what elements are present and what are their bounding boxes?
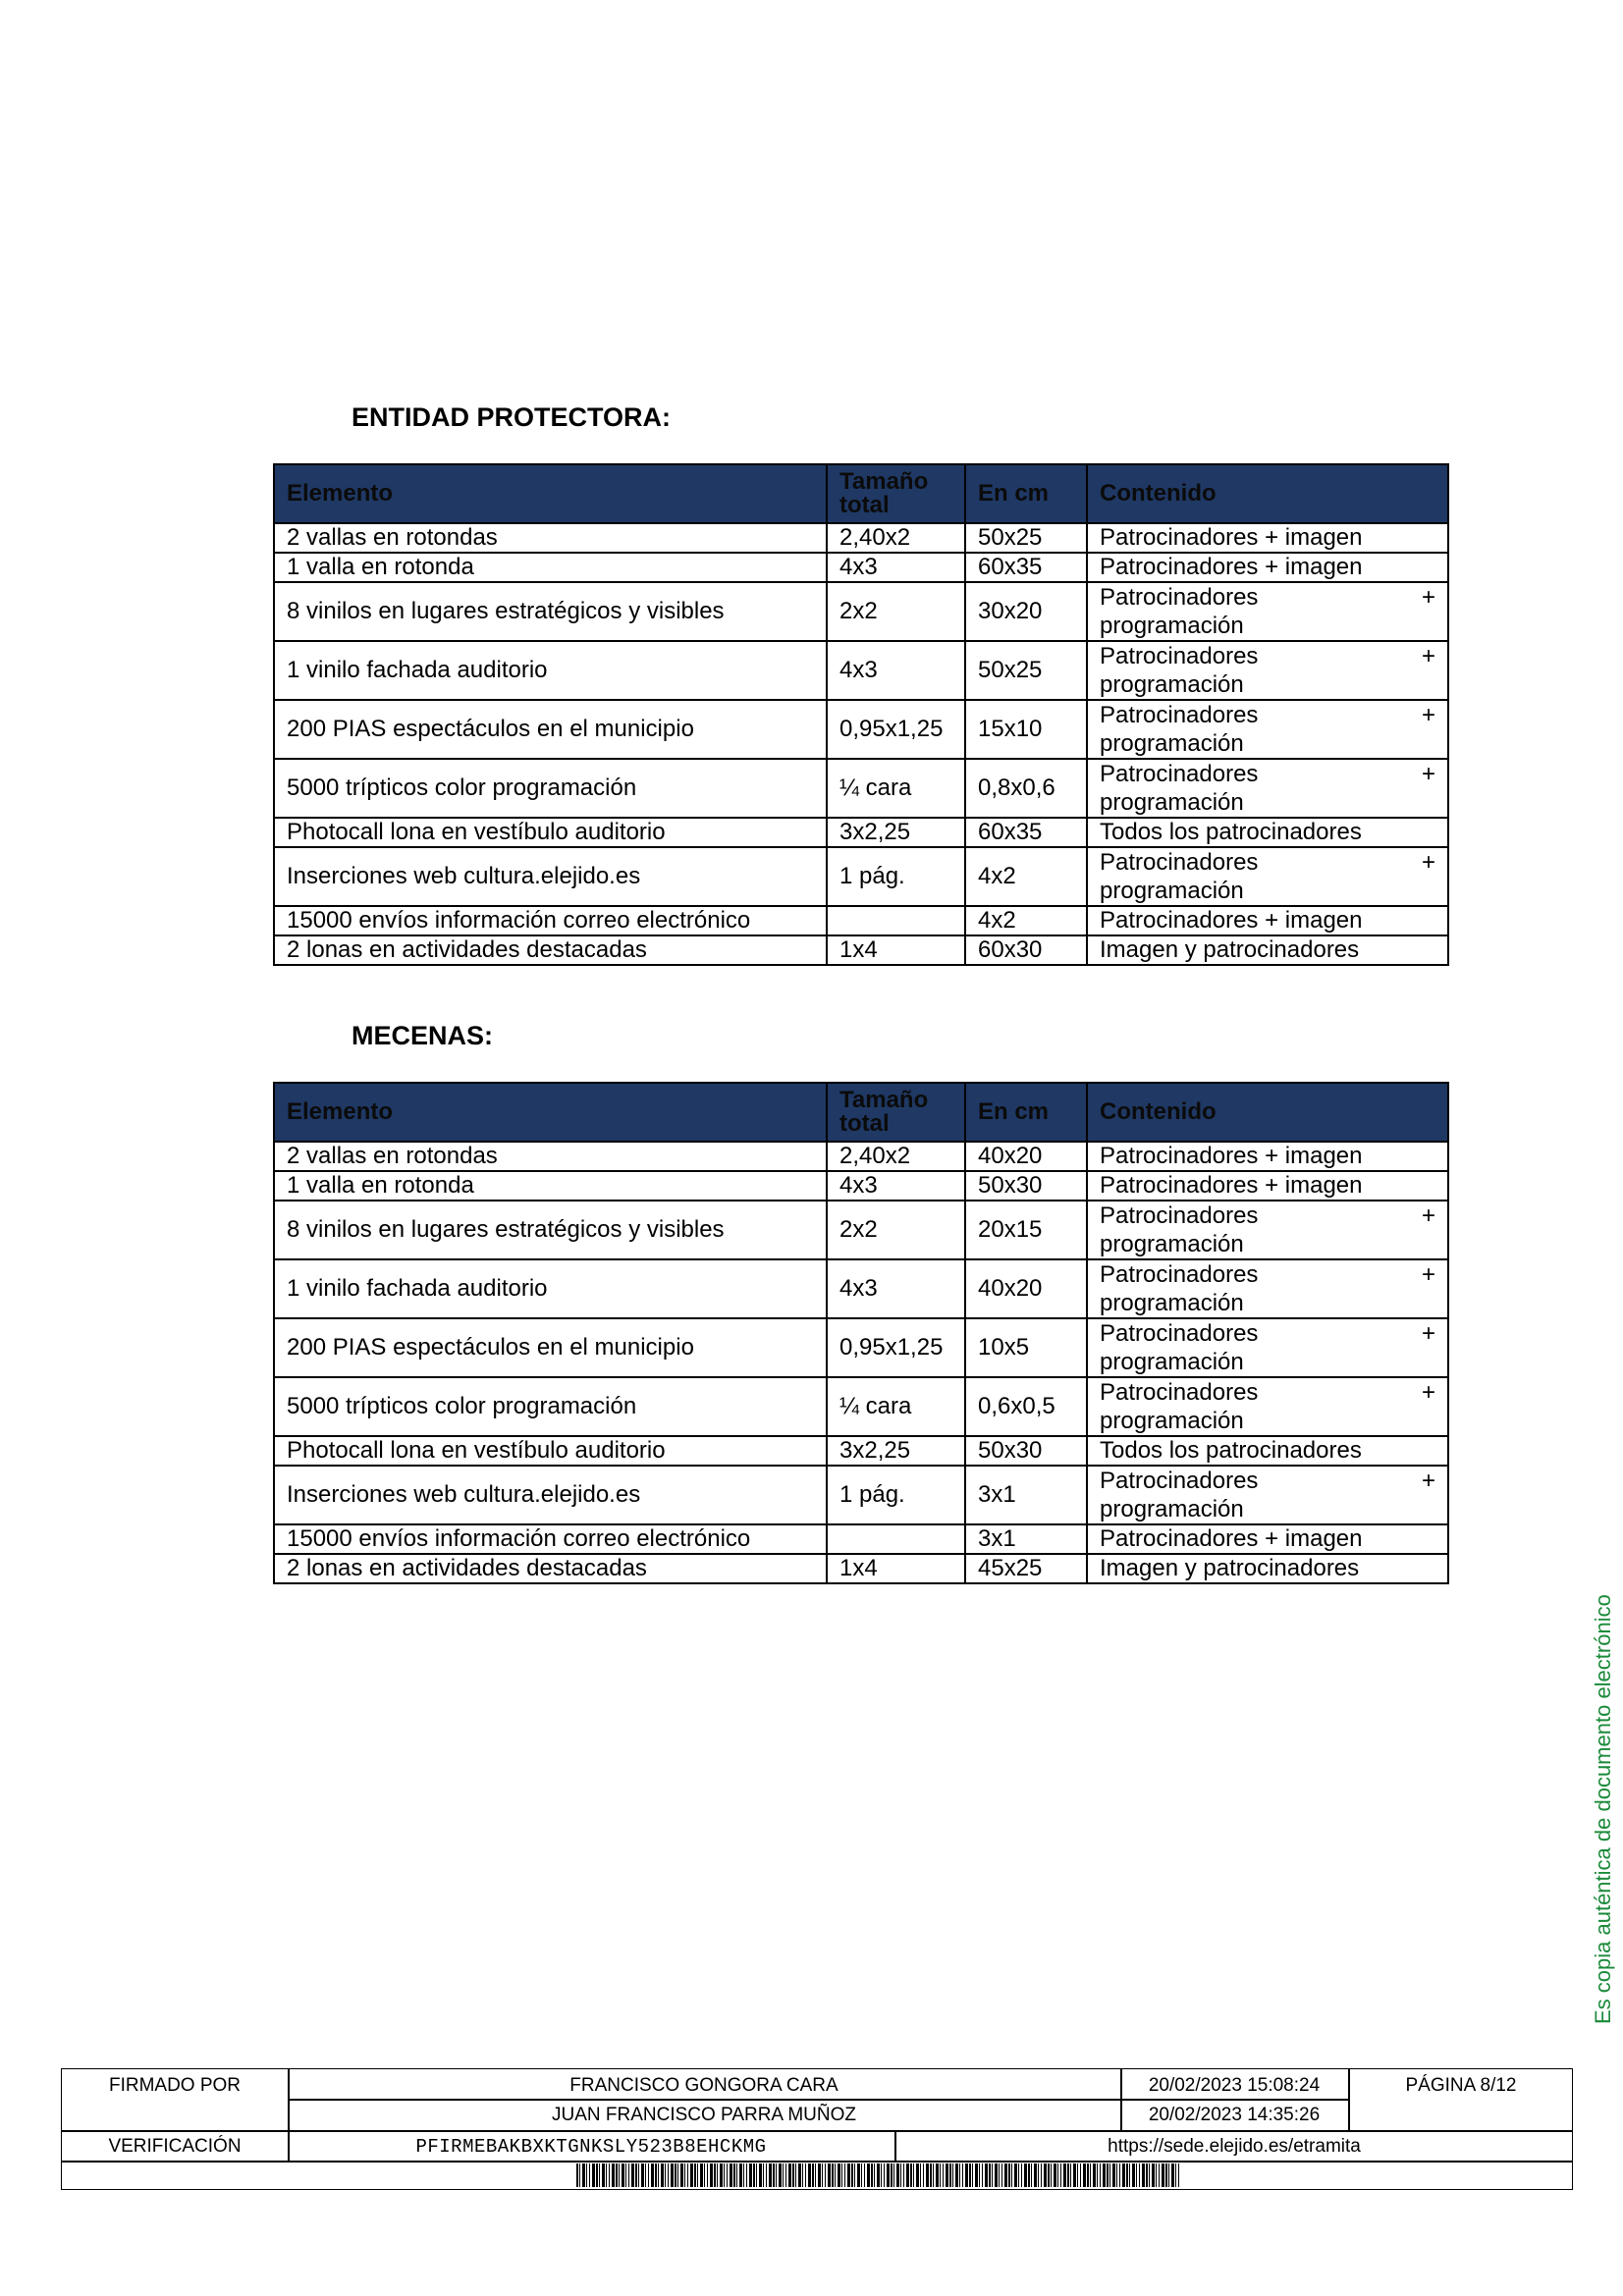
section-title-entidad: ENTIDAD PROTECTORA:: [352, 402, 672, 432]
cell-en-cm: 50x25: [965, 523, 1087, 553]
cell-elemento: 200 PIAS espectáculos en el municipio: [274, 700, 827, 759]
cell-en-cm: 50x25: [965, 641, 1087, 700]
table-row: [274, 935, 1448, 965]
cell-elemento: 1 valla en rotonda: [274, 553, 827, 582]
cell-en-cm: 20x15: [965, 1201, 1087, 1259]
contenido-plus: +: [1421, 1202, 1435, 1229]
signer-name-2: JUAN FRANCISCO PARRA MUÑOZ: [551, 2105, 856, 2125]
contenido-plus: +: [1421, 761, 1435, 787]
cell-elemento: Inserciones web cultura.elejido.es: [274, 1466, 827, 1524]
signature-footer: [61, 2068, 1573, 2190]
cell-tamano: 4x3: [827, 1171, 965, 1201]
contenido-plus: +: [1421, 1379, 1435, 1406]
verification-url[interactable]: https://sede.elejido.es/etramita: [1108, 2136, 1361, 2157]
cell-tamano: 3x2,25: [827, 1436, 965, 1466]
barcode: [576, 2163, 1181, 2187]
cell-tamano: 0,95x1,25: [827, 700, 965, 759]
cell-tamano: 1x4: [827, 935, 965, 965]
contenido-line-1: Patrocinadores: [1100, 643, 1259, 669]
signature-date-1: 20/02/2023 15:08:24: [1148, 2075, 1321, 2096]
cell-elemento: Photocall lona en vestíbulo auditorio: [274, 1436, 827, 1466]
table-row: [274, 1377, 1448, 1436]
cell-en-cm: 40x20: [965, 1142, 1087, 1171]
cell-tamano: 2,40x2: [827, 1142, 965, 1171]
contenido-plus: +: [1421, 1468, 1435, 1494]
table-row: [274, 1554, 1448, 1583]
contenido-line-2: programación: [1100, 1349, 1244, 1375]
header-text: Elemento: [287, 480, 394, 507]
cell-contenido: Patrocinadores + imagen: [1087, 553, 1448, 582]
contenido-line-1: Patrocinadores: [1100, 1320, 1259, 1347]
cell-elemento: 5000 trípticos color programación: [274, 759, 827, 818]
sponsorship-table-mecenas: [273, 1082, 1449, 1584]
table-row: [274, 553, 1448, 582]
cell-en-cm: 45x25: [965, 1554, 1087, 1583]
cell-contenido: Patrocinadores + imagen: [1087, 906, 1448, 935]
header-text: En cm: [978, 1098, 1050, 1125]
cell-elemento: 1 valla en rotonda: [274, 1171, 827, 1201]
header-text: total: [839, 492, 890, 518]
contenido-plus: +: [1421, 643, 1435, 669]
cell-contenido: Patrocinadores + imagen: [1087, 523, 1448, 553]
header-contenido: [1087, 464, 1448, 523]
table-row: [274, 1436, 1448, 1466]
cell-tamano: 4x3: [827, 553, 965, 582]
cell-en-cm: 50x30: [965, 1171, 1087, 1201]
cell-en-cm: 30x20: [965, 582, 1087, 641]
contenido-line-2: programación: [1100, 613, 1244, 639]
header-text: En cm: [978, 480, 1050, 507]
contenido-line-1: Patrocinadores: [1100, 761, 1259, 787]
contenido-line-2: programación: [1100, 671, 1244, 698]
signature-date-2: 20/02/2023 14:35:26: [1148, 2105, 1321, 2125]
cell-elemento: 2 lonas en actividades destacadas: [274, 1554, 827, 1583]
cell-elemento: 1 vinilo fachada auditorio: [274, 641, 827, 700]
verification-label: VERIFICACIÓN: [108, 2136, 242, 2157]
cell-elemento: 2 vallas en rotondas: [274, 523, 827, 553]
table-header-row: [274, 464, 1448, 523]
table-row: [274, 906, 1448, 935]
cell-en-cm: 10x5: [965, 1318, 1087, 1377]
cell-tamano: ¼ cara: [827, 1377, 965, 1436]
cell-en-cm: 60x30: [965, 935, 1087, 965]
table-row: [274, 700, 1448, 759]
cell-elemento: 1 vinilo fachada auditorio: [274, 1259, 827, 1318]
cell-tamano: 1x4: [827, 1554, 965, 1583]
header-elemento: [274, 1083, 827, 1142]
contenido-line-1: Patrocinadores: [1100, 584, 1259, 611]
cell-contenido: [1087, 1201, 1448, 1259]
signed-by-label: FIRMADO POR: [108, 2075, 242, 2096]
table-row: [274, 1318, 1448, 1377]
contenido-line-1: Patrocinadores: [1100, 1261, 1259, 1288]
header-en-cm: [965, 1083, 1087, 1142]
cell-contenido: [1087, 847, 1448, 906]
cell-tamano: 1 pág.: [827, 1466, 965, 1524]
cell-contenido: Imagen y patrocinadores: [1087, 1554, 1448, 1583]
cell-contenido: Patrocinadores + imagen: [1087, 1524, 1448, 1554]
header-en-cm: [965, 464, 1087, 523]
header-text: Contenido: [1100, 480, 1217, 507]
header-text: Elemento: [287, 1098, 394, 1125]
contenido-line-1: Patrocinadores: [1100, 1379, 1259, 1406]
cell-elemento: 15000 envíos información correo electrónico: [274, 906, 827, 935]
cell-contenido: Todos los patrocinadores: [1087, 818, 1448, 847]
cell-en-cm: 15x10: [965, 700, 1087, 759]
cell-elemento: 8 vinilos en lugares estratégicos y visibles: [274, 1201, 827, 1259]
contenido-plus: +: [1421, 702, 1435, 728]
table-row: [274, 582, 1448, 641]
cell-contenido: [1087, 1377, 1448, 1436]
header-tamano-total: [827, 464, 965, 523]
cell-contenido: [1087, 1318, 1448, 1377]
sponsorship-table-entidad: [273, 463, 1449, 966]
cell-elemento: Inserciones web cultura.elejido.es: [274, 847, 827, 906]
contenido-plus: +: [1421, 1320, 1435, 1347]
cell-en-cm: 3x1: [965, 1466, 1087, 1524]
cell-tamano: 1 pág.: [827, 847, 965, 906]
header-tamano-total: [827, 1083, 965, 1142]
contenido-line-2: programación: [1100, 1408, 1244, 1434]
table-row: [274, 641, 1448, 700]
cell-en-cm: 60x35: [965, 553, 1087, 582]
header-elemento: [274, 464, 827, 523]
contenido-plus: +: [1421, 1261, 1435, 1288]
cell-en-cm: 0,8x0,6: [965, 759, 1087, 818]
contenido-line-2: programación: [1100, 878, 1244, 904]
header-text: total: [839, 1110, 890, 1137]
cell-contenido: Patrocinadores + imagen: [1087, 1142, 1448, 1171]
cell-contenido: [1087, 582, 1448, 641]
contenido-line-1: Patrocinadores: [1100, 1202, 1259, 1229]
header-text: Tamaño: [839, 468, 929, 495]
contenido-line-2: programación: [1100, 1290, 1244, 1316]
header-text: Contenido: [1100, 1098, 1217, 1125]
cell-en-cm: 4x2: [965, 906, 1087, 935]
cell-en-cm: 50x30: [965, 1436, 1087, 1466]
cell-en-cm: 4x2: [965, 847, 1087, 906]
cell-tamano: [827, 906, 965, 935]
contenido-plus: +: [1421, 584, 1435, 611]
cell-contenido: [1087, 759, 1448, 818]
contenido-plus: +: [1421, 849, 1435, 876]
page-number: PÁGINA 8/12: [1405, 2075, 1517, 2096]
cell-elemento: Photocall lona en vestíbulo auditorio: [274, 818, 827, 847]
cell-contenido: [1087, 1466, 1448, 1524]
table-row: [274, 1171, 1448, 1201]
authenticity-watermark: Es copia auténtica de documento electrónico: [1591, 1594, 1615, 2024]
cell-elemento: 2 lonas en actividades destacadas: [274, 935, 827, 965]
table-row: [274, 818, 1448, 847]
cell-tamano: 2,40x2: [827, 523, 965, 553]
cell-elemento: 2 vallas en rotondas: [274, 1142, 827, 1171]
signer-name-1: FRANCISCO GONGORA CARA: [569, 2075, 839, 2096]
contenido-line-2: programación: [1100, 789, 1244, 816]
table-header-row: [274, 1083, 1448, 1142]
contenido-line-2: programación: [1100, 1496, 1244, 1522]
cell-contenido: Patrocinadores + imagen: [1087, 1171, 1448, 1201]
cell-contenido: [1087, 700, 1448, 759]
cell-en-cm: 0,6x0,5: [965, 1377, 1087, 1436]
cell-contenido: Imagen y patrocinadores: [1087, 935, 1448, 965]
cell-elemento: 8 vinilos en lugares estratégicos y visibles: [274, 582, 827, 641]
cell-en-cm: 3x1: [965, 1524, 1087, 1554]
cell-en-cm: 40x20: [965, 1259, 1087, 1318]
cell-en-cm: 60x35: [965, 818, 1087, 847]
cell-tamano: 3x2,25: [827, 818, 965, 847]
cell-elemento: 200 PIAS espectáculos en el municipio: [274, 1318, 827, 1377]
cell-tamano: ¼ cara: [827, 759, 965, 818]
header-contenido: [1087, 1083, 1448, 1142]
cell-tamano: 2x2: [827, 1201, 965, 1259]
contenido-line-2: programación: [1100, 730, 1244, 757]
cell-elemento: 5000 trípticos color programación: [274, 1377, 827, 1436]
contenido-line-2: programación: [1100, 1231, 1244, 1257]
cell-tamano: [827, 1524, 965, 1554]
table-row: [274, 759, 1448, 818]
cell-contenido: [1087, 641, 1448, 700]
contenido-line-1: Patrocinadores: [1100, 849, 1259, 876]
cell-tamano: 2x2: [827, 582, 965, 641]
contenido-line-1: Patrocinadores: [1100, 702, 1259, 728]
table-row: [274, 1142, 1448, 1171]
verification-code: PFIRMEBAKBXKTGNKSLY523B8EHCKMG: [415, 2136, 767, 2158]
cell-contenido: Todos los patrocinadores: [1087, 1436, 1448, 1466]
cell-tamano: 4x3: [827, 641, 965, 700]
cell-tamano: 0,95x1,25: [827, 1318, 965, 1377]
contenido-line-1: Patrocinadores: [1100, 1468, 1259, 1494]
cell-elemento: 15000 envíos información correo electrónico: [274, 1524, 827, 1554]
table-row: [274, 847, 1448, 906]
table-row: [274, 1201, 1448, 1259]
table-row: [274, 1259, 1448, 1318]
cell-contenido: [1087, 1259, 1448, 1318]
table-row: [274, 523, 1448, 553]
table-row: [274, 1466, 1448, 1524]
section-title-mecenas: MECENAS:: [352, 1021, 494, 1050]
cell-tamano: 4x3: [827, 1259, 965, 1318]
header-text: Tamaño: [839, 1087, 929, 1113]
table-row: [274, 1524, 1448, 1554]
